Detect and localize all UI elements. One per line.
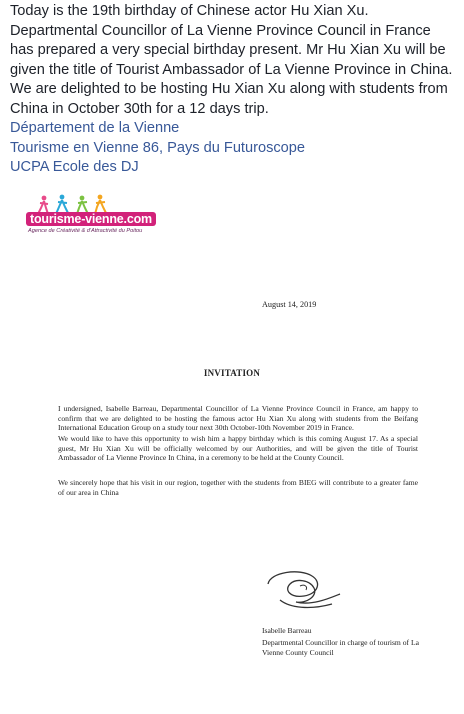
tag-link-departement-vienne[interactable]: Département de la Vienne <box>10 120 180 136</box>
letter-title: INVITATION <box>203 368 261 378</box>
signatory-title: Departmental Councillor in charge of tourism of La Vienne County Council <box>262 638 419 657</box>
letter-paragraph: I undersigned, Isabelle Barreau, Departmental Councillor of La Vienne Province Council in France, am happy to confirm that we are delighted to be hosting the famous actor Hu Xian Xu along with students from the Beifang International Education Group on a study tour next 30th October-10th November 2019 in France. <box>58 404 418 433</box>
tourisme-vienne-logo <box>24 194 174 240</box>
signatory-name: Isabelle Barreau <box>262 626 312 635</box>
logo-name: tourisme-vienne.com <box>26 212 156 226</box>
post-paragraph: Today is the 19th birthday of Chinese actor Hu Xian Xu. Departmental Councillor of La Vienne Province Council in France has prepared a very special birthday present. Mr Hu Xian Xu will be given the title of Tourist Ambassador of La Vienne Province in China. <box>10 3 453 78</box>
letter-paragraph: We would like to have this opportunity to wish him a happy birthday which is this coming August 17. As a special guest, Mr Hu Xian Xu will be officially welcomed by our Authorities, and will be given the title of Tourist Ambassador of La Vienne Province In China, in a ceremony to be held at the County Council. <box>58 434 418 463</box>
post-paragraph: We are delighted to be hosting Hu Xian Xu along with students from China in October 30th for a 12 days trip. <box>10 81 448 117</box>
invitation-letter-image[interactable] <box>0 186 464 714</box>
logo-tagline: Agence de Créativité & d'Attractivité du Poitou <box>28 228 143 234</box>
letter-date: August 14, 2019 <box>262 300 317 309</box>
letter-paragraph: We sincerely hope that his visit in our region, together with the students from BIEG will contribute to a greater fame of our area in China <box>58 478 418 497</box>
post-text <box>10 2 458 178</box>
tag-link-tourisme-vienne[interactable]: Tourisme en Vienne 86, Pays du Futuroscope <box>10 139 306 156</box>
tag-link-ucpa[interactable]: UCPA Ecole des DJ <box>10 159 139 175</box>
handwritten-signature-icon <box>260 564 350 616</box>
